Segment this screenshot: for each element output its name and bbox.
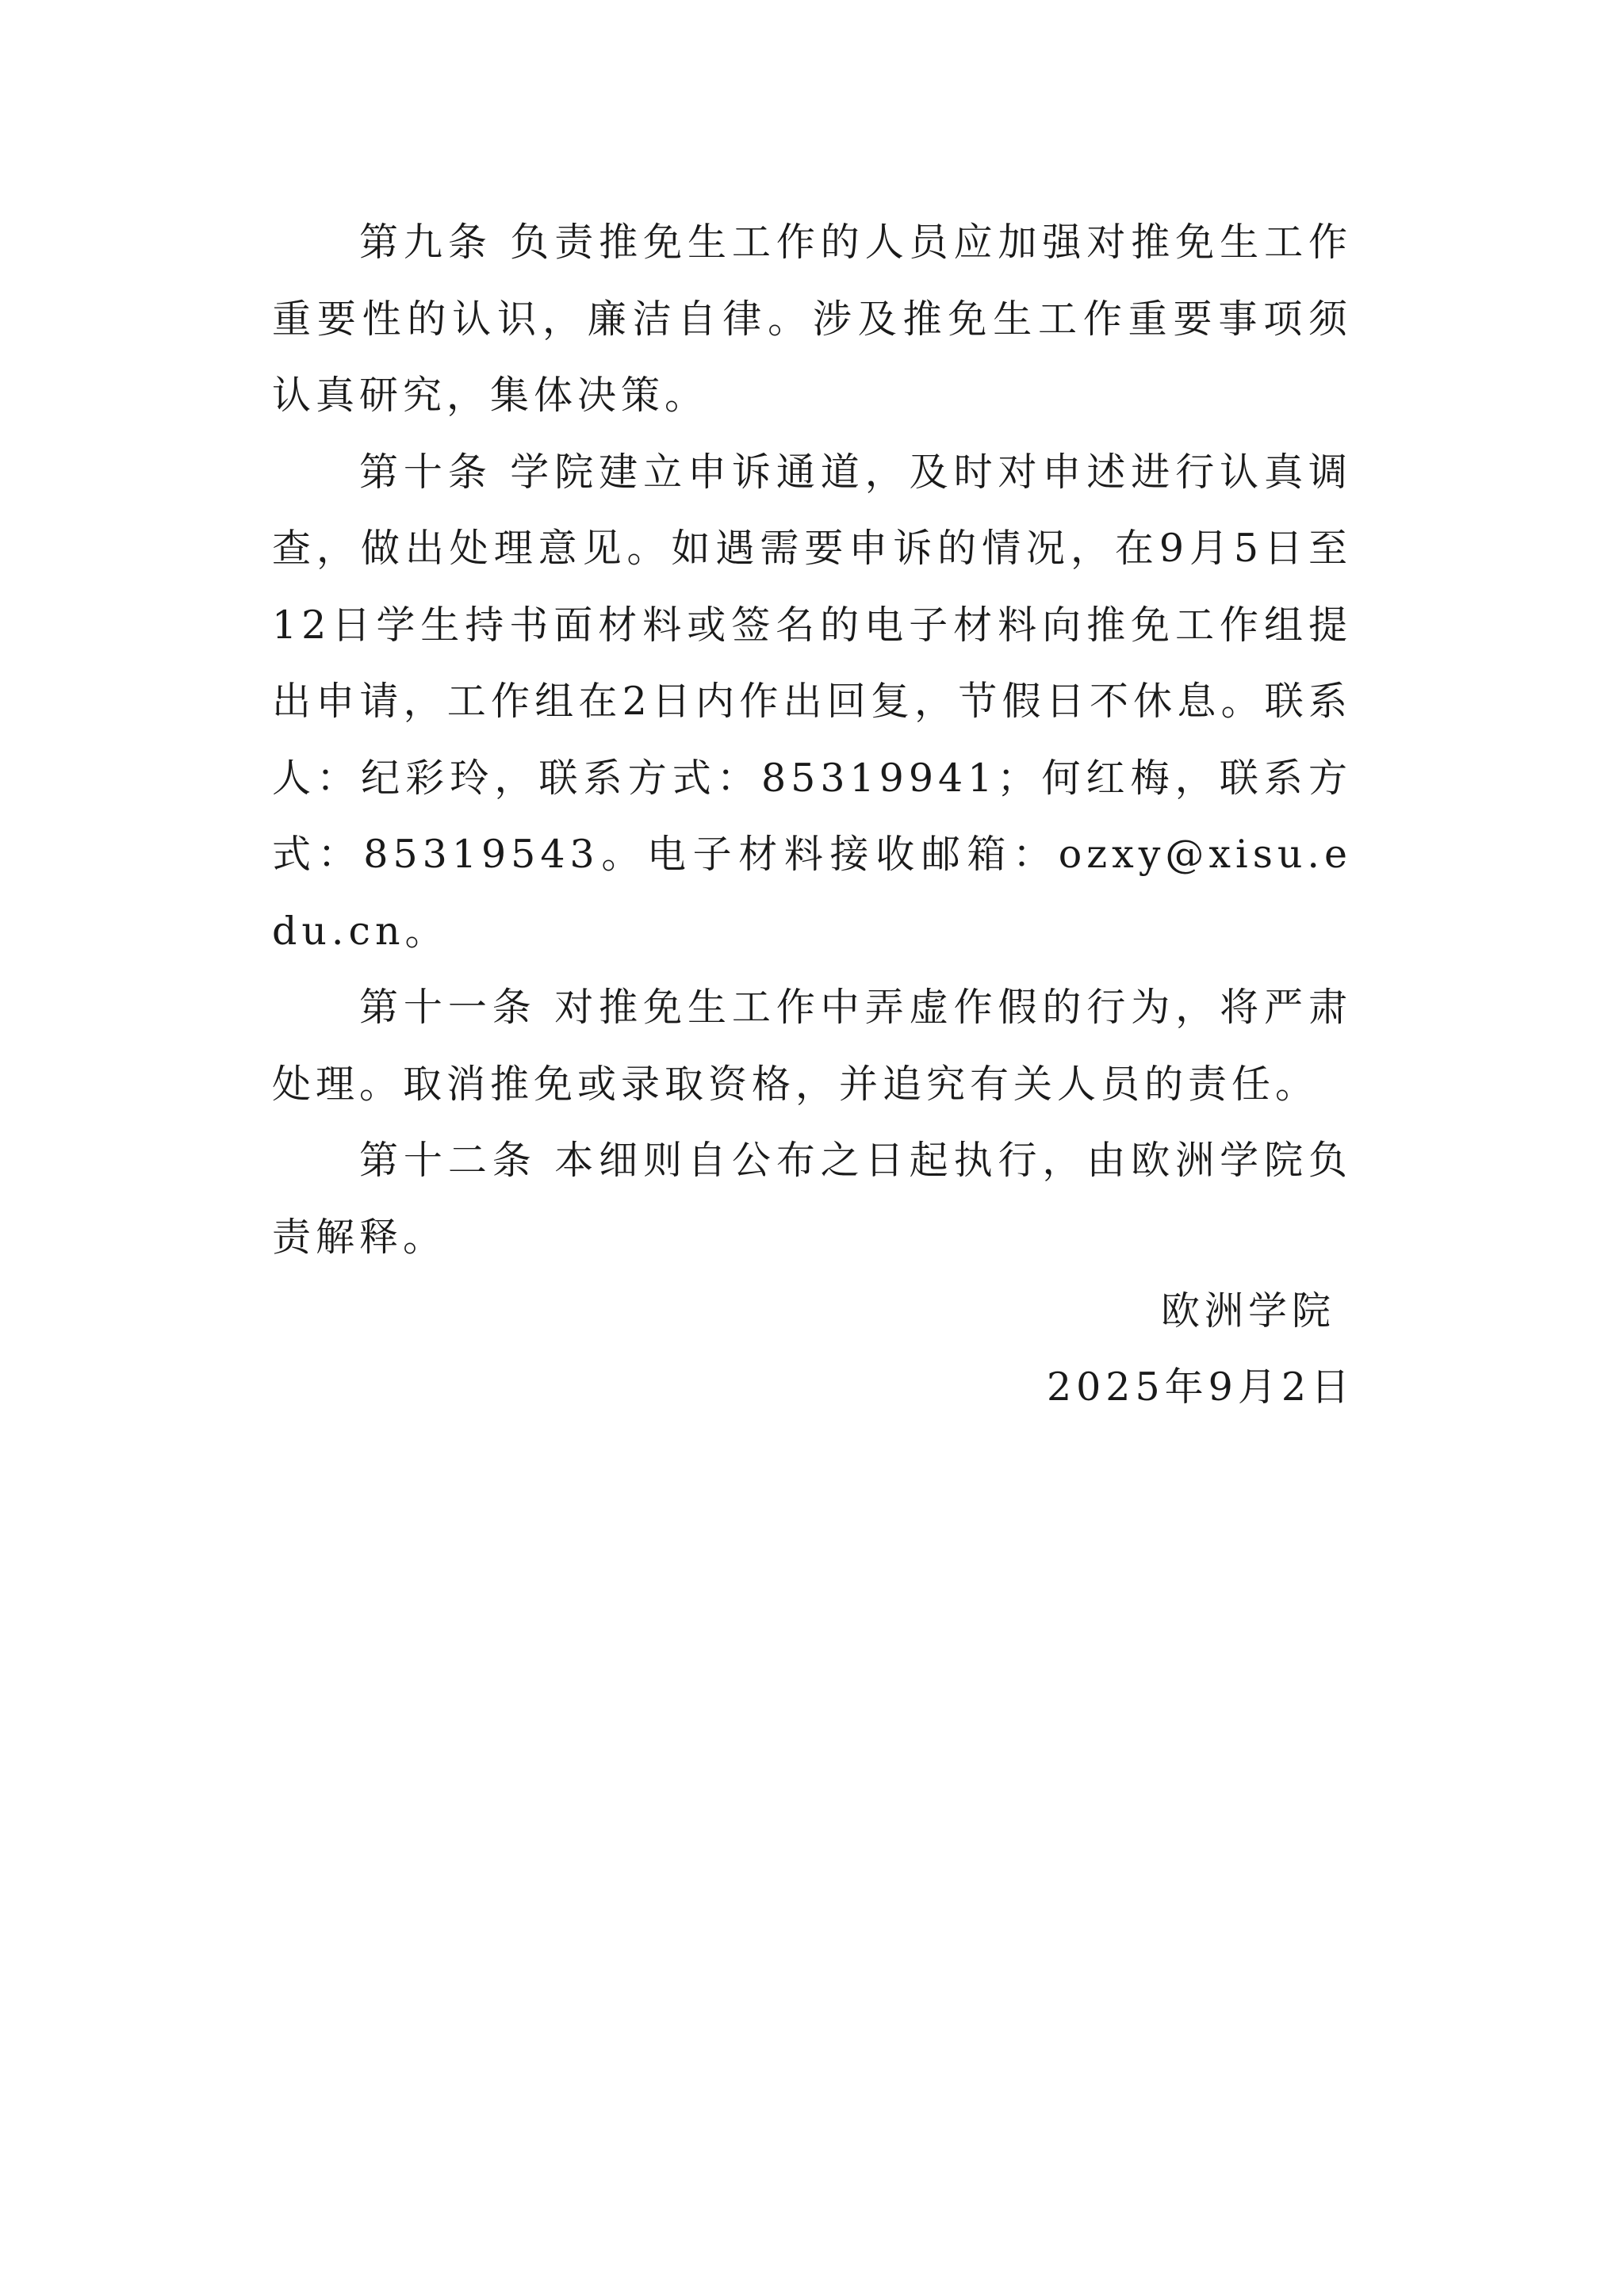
document-body	[272, 205, 1352, 1276]
signature-date: 2025年9月2日	[1046, 1364, 1354, 1410]
article-10-paragraph: 第十条 学院建立申诉通道，及时对申述进行认真调查，做出处理意见。如遇需要申诉的情况，在9月5日至12日学生持书面材料或签名的电子材料向推免工作组提出申请，工作组在2日内作出回复，节假日不休息。联系人：纪彩玲，联系方式：85319941；何红梅，联系方式：85319543。电子材料接收邮箱：ozxy@xisu.edu.cn。	[272, 449, 1352, 954]
article-11-paragraph: 第十一条 对推免生工作中弄虚作假的行为，将严肃处理。取消推免或录取资格，并追究有关人员的责任。	[272, 985, 1352, 1107]
signature-organization: 欧洲学院	[1160, 1288, 1335, 1334]
article-12-paragraph: 第十二条 本细则自公布之日起执行，由欧洲学院负责解释。	[272, 1138, 1352, 1260]
signature-block	[1047, 1273, 1354, 1425]
article-9-paragraph: 第九条 负责推免生工作的人员应加强对推免生工作重要性的认识，廉洁自律。涉及推免生工作重要事项须认真研究，集体决策。	[272, 220, 1352, 418]
